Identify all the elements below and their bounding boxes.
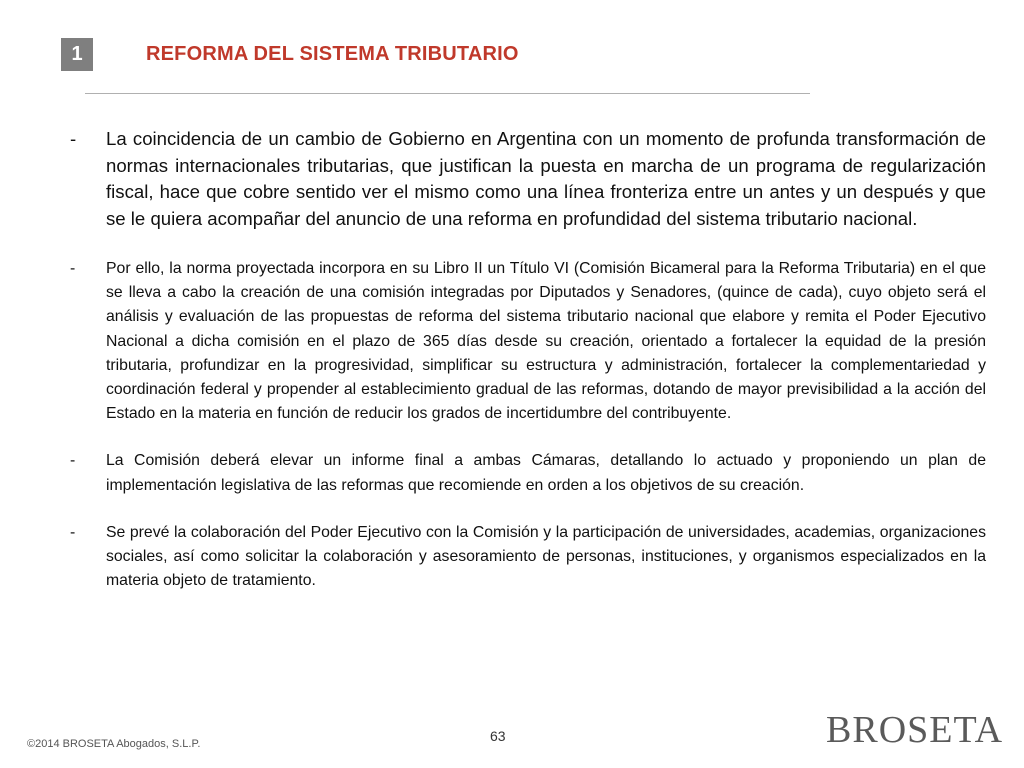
bullet-list — [70, 126, 986, 616]
bullet-text: Se prevé la colaboración del Poder Ejecutivo con la Comisión y la participación de universidades, academias, organizaciones sociales, así como solicitar la colaboración y asesoramiento de personas, instituciones, y organismos especializados en la materia objeto de tratamiento. — [106, 523, 986, 590]
page-title: REFORMA DEL SISTEMA TRIBUTARIO — [146, 43, 519, 65]
title-divider — [85, 93, 810, 94]
bullet-text: Por ello, la norma proyectada incorpora en su Libro II un Título VI (Comisión Bicameral para la Reforma Tributaria) en el que se lleva a cabo la creación de una comisión integradas por Diputados y Senadores, (quince de cada), cuyo objeto será el análisis y evaluación de las propuestas de reforma del sistema tributario nacional que elabore y remita el Poder Ejecutivo Nacional a dicha comisión en el plazo de 365 días desde su creación, orientado a fortalecer la equidad de la presión tributaria, profundizar en la progresividad, simplificar su estructura y administración, fortalecer la complementariedad y coordinación federal y propender al establecimiento gradual de las reformas, dotando de mayor previsibilidad a la acción del Estado en la materia en función de reducir los grados de incertidumbre del contribuyente. — [106, 260, 986, 423]
bullet-item-3 — [70, 449, 986, 497]
bullet-text: La coincidencia de un cambio de Gobierno en Argentina con un momento de profunda transformación de normas internacionales tributarias, que justifican la puesta en marcha de un programa de regularización fiscal, hace que cobre sentido ver el mismo como una línea fronteriza entre un antes y un después y que se le quiera acompañar del anuncio de una reforma en profundidad del sistema tributario nacional. — [106, 128, 986, 229]
footer-copyright: ©2014 BROSETA Abogados, S.L.P. — [27, 738, 201, 750]
bullet-item-4 — [70, 521, 986, 594]
bullet-marker: - — [70, 523, 76, 541]
bullet-marker: - — [70, 260, 76, 277]
bullet-text: La Comisión deberá elevar un informe final a ambas Cámaras, detallando lo actuado y proponiendo un plan de implementación legislativa de las reformas que recomiende en orden a los objetivos de su creación. — [106, 452, 986, 494]
bullet-marker: - — [70, 452, 76, 470]
section-number-badge: 1 — [61, 38, 93, 71]
page-number: 63 — [490, 728, 506, 744]
bullet-item-2 — [70, 257, 986, 426]
broseta-logo: BROSETA — [826, 709, 1004, 751]
bullet-item-1 — [70, 126, 986, 232]
bullet-marker: - — [70, 128, 77, 149]
